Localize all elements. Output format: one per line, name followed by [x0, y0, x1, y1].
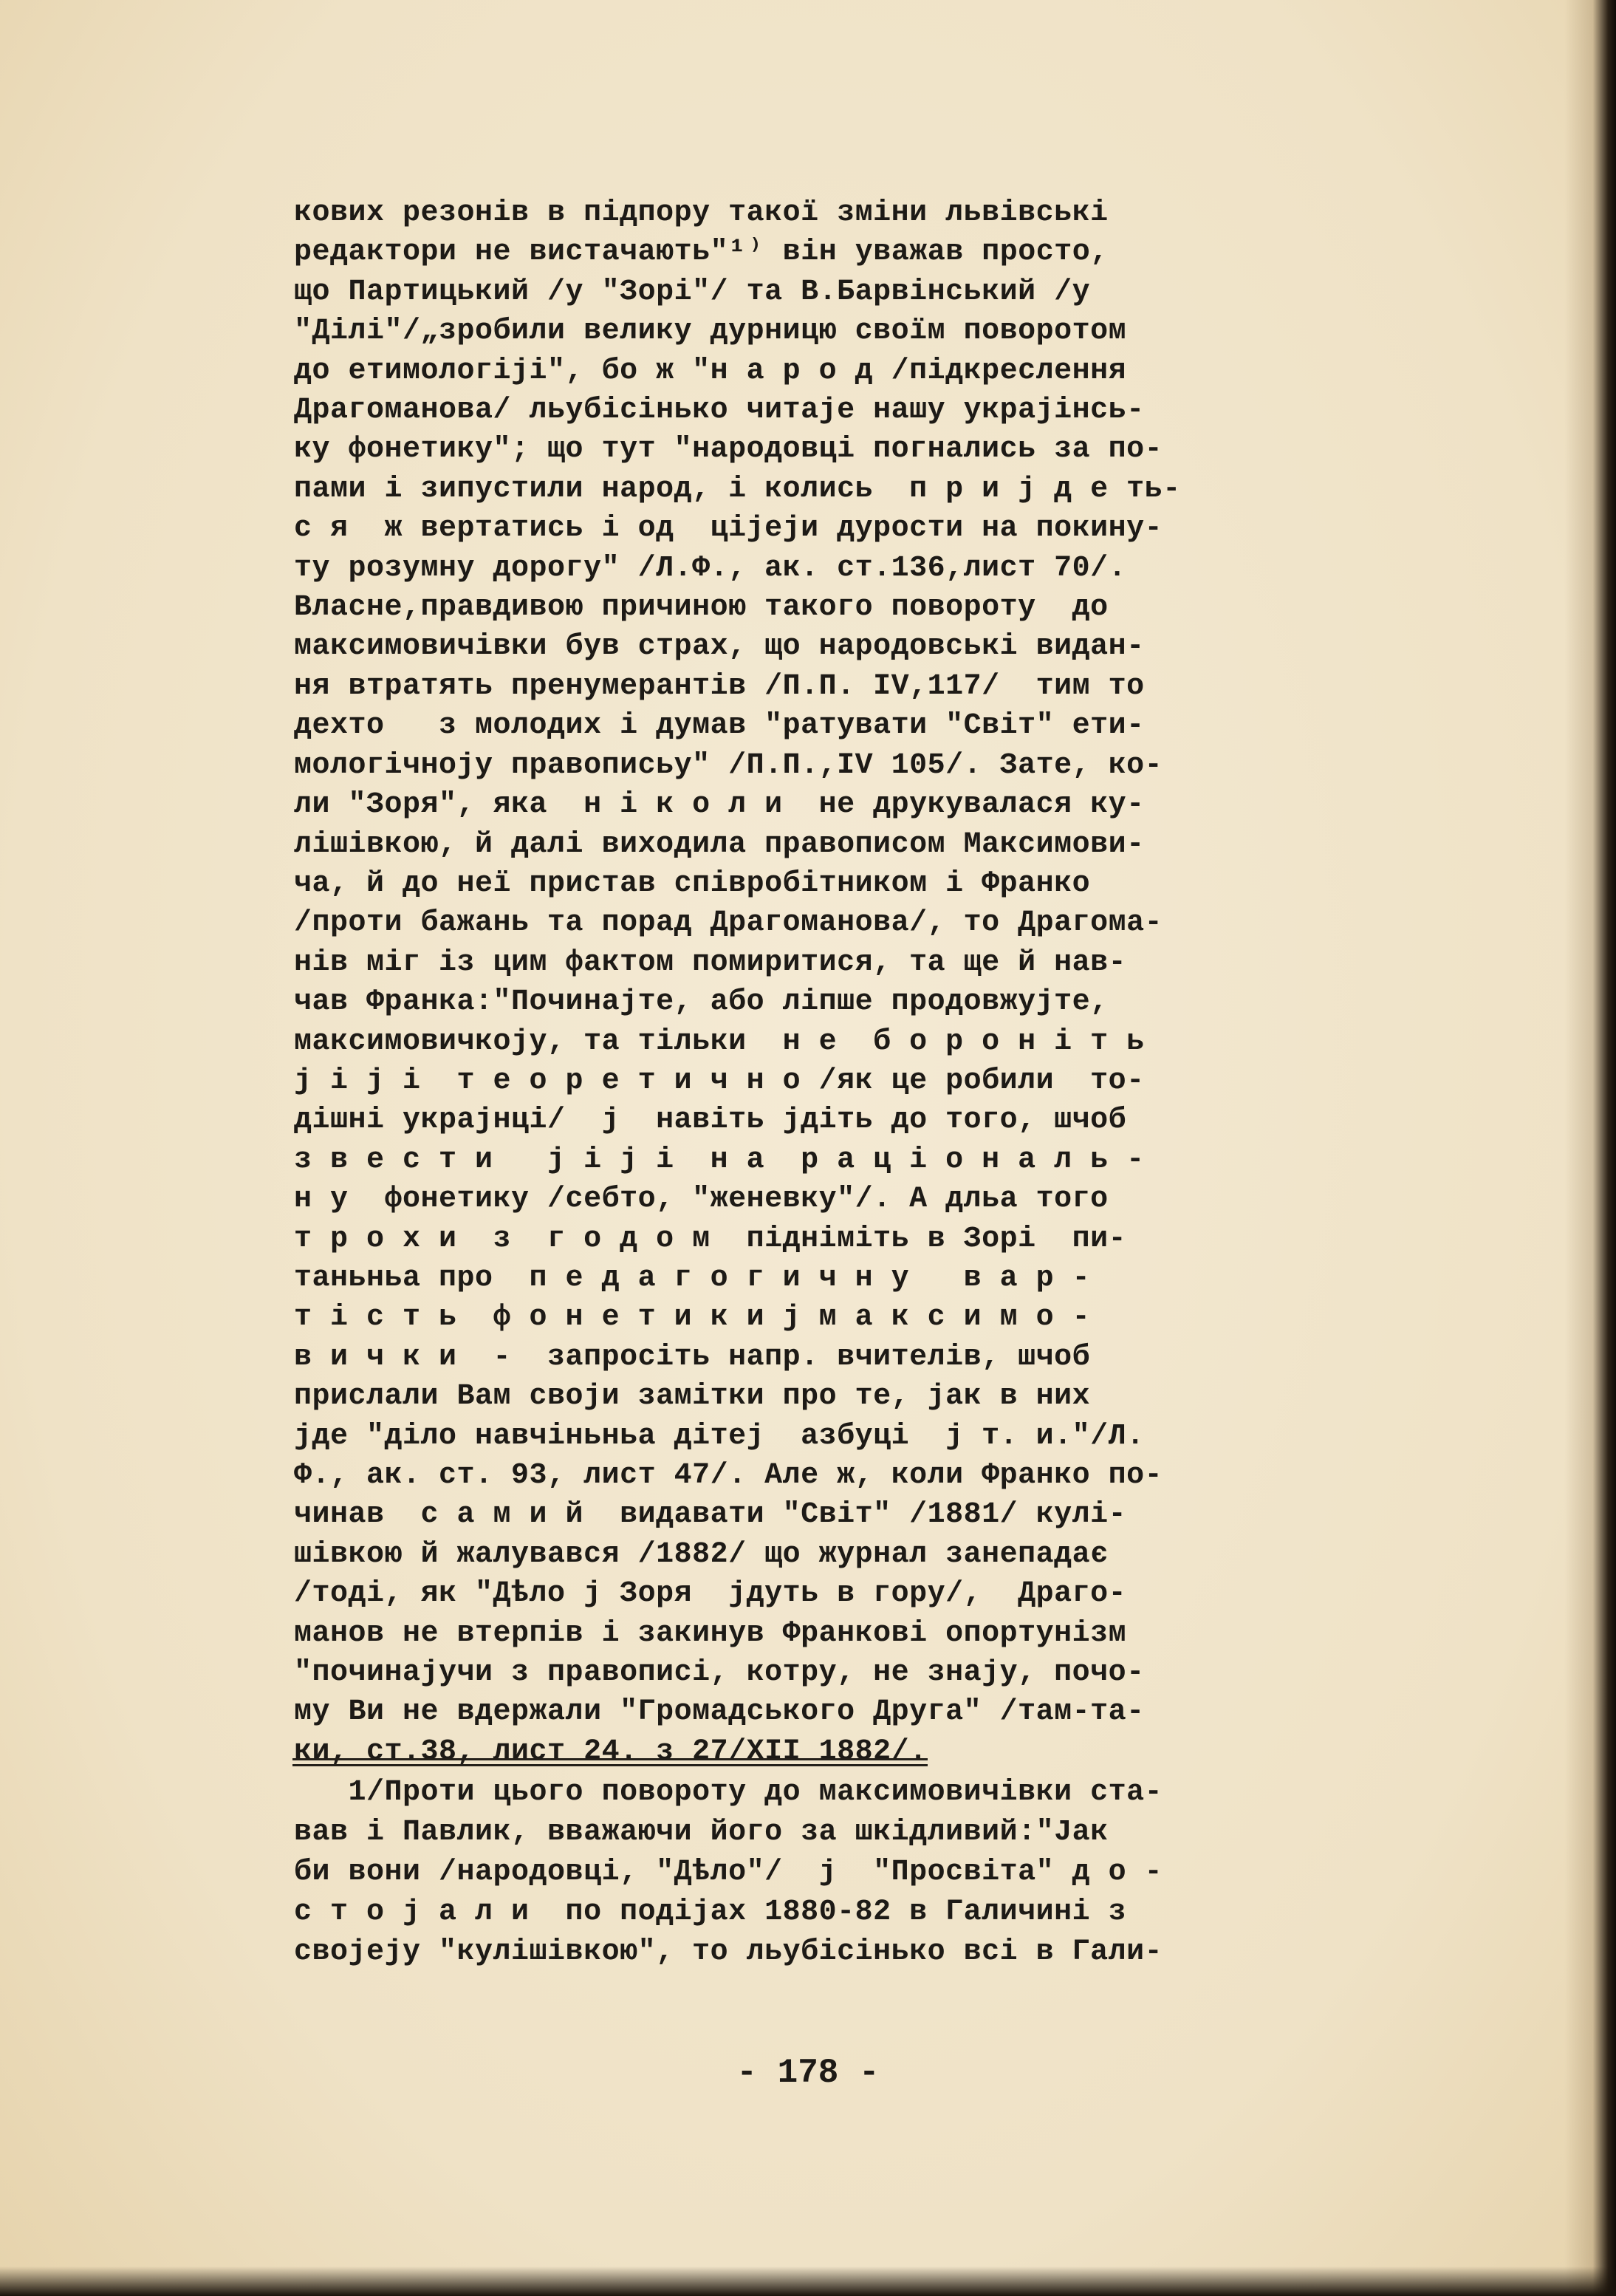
text-line: ли "Зоря", яка н і к о л и не друкувалася ку- — [294, 788, 1145, 822]
text-line: прислали Вам своји замітки про те, јак в них — [294, 1380, 1091, 1414]
text-line: що Партицький /у "Зорі"/ та В.Барвінський /у — [294, 275, 1091, 309]
text-line: Власне,правдивою причиною такого повороту до — [294, 591, 1109, 625]
text-line: дехто з молодих і думав "ратувати "Світ" ети- — [294, 709, 1145, 743]
text-line: до етимологіјі", бо ж "н а р о д /підкреслення — [294, 354, 1127, 388]
text-line: в и ч к и - запросіть напр. вчителів, шчоб — [294, 1340, 1091, 1374]
page-edge-shadow — [1564, 0, 1616, 2296]
text-line: н у фонетику /себто, "женевку"/. А дльа того — [294, 1183, 1109, 1217]
footnote-line: вав і Павлик, вважаючи його за шкідливий:"Јак — [294, 1816, 1109, 1849]
text-line: мологічноју правописьу" /П.П.,IV 105/. Зате, ко- — [294, 748, 1163, 782]
text-line: чав Франка:"Починајте, або ліпше продовжујте, — [294, 985, 1109, 1019]
text-line: Ф., ак. ст. 93, лист 47/. Але ж, коли Франко по- — [294, 1459, 1163, 1492]
text-line: "Ділі"/„зробили велику дурницю своїм поворотом — [294, 315, 1127, 349]
text-line: дішні украјнці/ ј навіть јдіть до того, шчоб — [294, 1104, 1127, 1138]
footnote-separator — [292, 1758, 928, 1766]
text-line: /проти бажань та порад Драгоманова/, то Драгома- — [294, 906, 1163, 940]
text-line: ту розумну дорогу" /Л.Ф., ак. ст.136,лист 70/. — [294, 551, 1127, 585]
text-line: манов не втерпів і закинув Франкові опортунізм — [294, 1616, 1127, 1650]
text-line: ку фонетику"; що тут "народовці погнались за по- — [294, 433, 1163, 467]
text-line: максимовичівки був страх, що народовські видан- — [294, 630, 1145, 664]
text-line: максимовичкоју, та тільки н е б о р о н і т ь — [294, 1025, 1145, 1059]
text-line: Драгоманова/ льубісінько читаје нашу украјінсь- — [294, 394, 1145, 428]
text-line: пами і зипустили народ, і колись п р и ј д е ть- — [294, 472, 1181, 506]
footnote-text — [294, 1773, 1468, 1972]
text-line: јде "діло навчіньньа дітеј азбуці ј т. и."/Л. — [294, 1419, 1145, 1453]
text-line: ня втратять пренумерантів /П.П. IV,117/ тим то — [294, 669, 1145, 703]
footnote-line: 1/Проти цього повороту до максимовичівки ста- — [294, 1776, 1163, 1809]
text-line: т р о х и з г о д о м підніміть в Зорі пи- — [294, 1222, 1127, 1256]
text-line: редактори не вистачають"¹⁾ він уважав просто, — [294, 236, 1109, 270]
text-line: нів міг із цим фактом помиритися, та ще й нав- — [294, 946, 1127, 980]
text-line: "починајучи з правописі, котру, не знају, почо- — [294, 1656, 1145, 1690]
page-number: - 178 - — [736, 2054, 880, 2092]
text-line: шівкою й жалувався /1882/ що журнал занепадає — [294, 1537, 1109, 1571]
text-line: таньньа про п е д а г о г и ч н у в а р - — [294, 1261, 1091, 1295]
text-line: кових резонів в підпору такої зміни львівські — [294, 197, 1109, 230]
footnote-line: би вони /народовці, "Дѣло"/ ј "Просвіта" д о - — [294, 1856, 1163, 1889]
footnote-line: своjeју "кулішівкою", то льубісінько всі в Гали- — [294, 1935, 1163, 1969]
text-line: т і с т ь ф о н е т и к и ј м а к с и м о - — [294, 1301, 1091, 1335]
text-line: ки, ст.38, лист 24. з 27/XII 1882/. — [294, 1735, 928, 1769]
text-line: з в е с т и ј і ј і н а р а ц і о н а л ь - — [294, 1143, 1145, 1177]
text-line: с я ж вертатись і од ціјеји дурости на покину- — [294, 512, 1163, 546]
page-bottom-shadow — [0, 2266, 1616, 2296]
body-text — [294, 194, 1468, 1771]
text-line: ј і ј і т е о р е т и ч н о /як це робили то- — [294, 1064, 1145, 1098]
footnote-line: с т о ј а л и по подіјах 1880-82 в Галичині з — [294, 1896, 1127, 1929]
text-line: му Ви не вдержали "Громадського Друга" /там-та- — [294, 1695, 1145, 1729]
text-line: чинав с а м и й видавати "Світ" /1881/ кулі- — [294, 1498, 1127, 1532]
text-line: /тоді, як "Дѣло ј Зоря јдуть в гору/, Драго- — [294, 1577, 1127, 1611]
text-line: лішівкою, й далі виходила правописом Максимови- — [294, 827, 1145, 861]
text-line: ча, й до неї пристав співробітником і Франко — [294, 867, 1091, 901]
